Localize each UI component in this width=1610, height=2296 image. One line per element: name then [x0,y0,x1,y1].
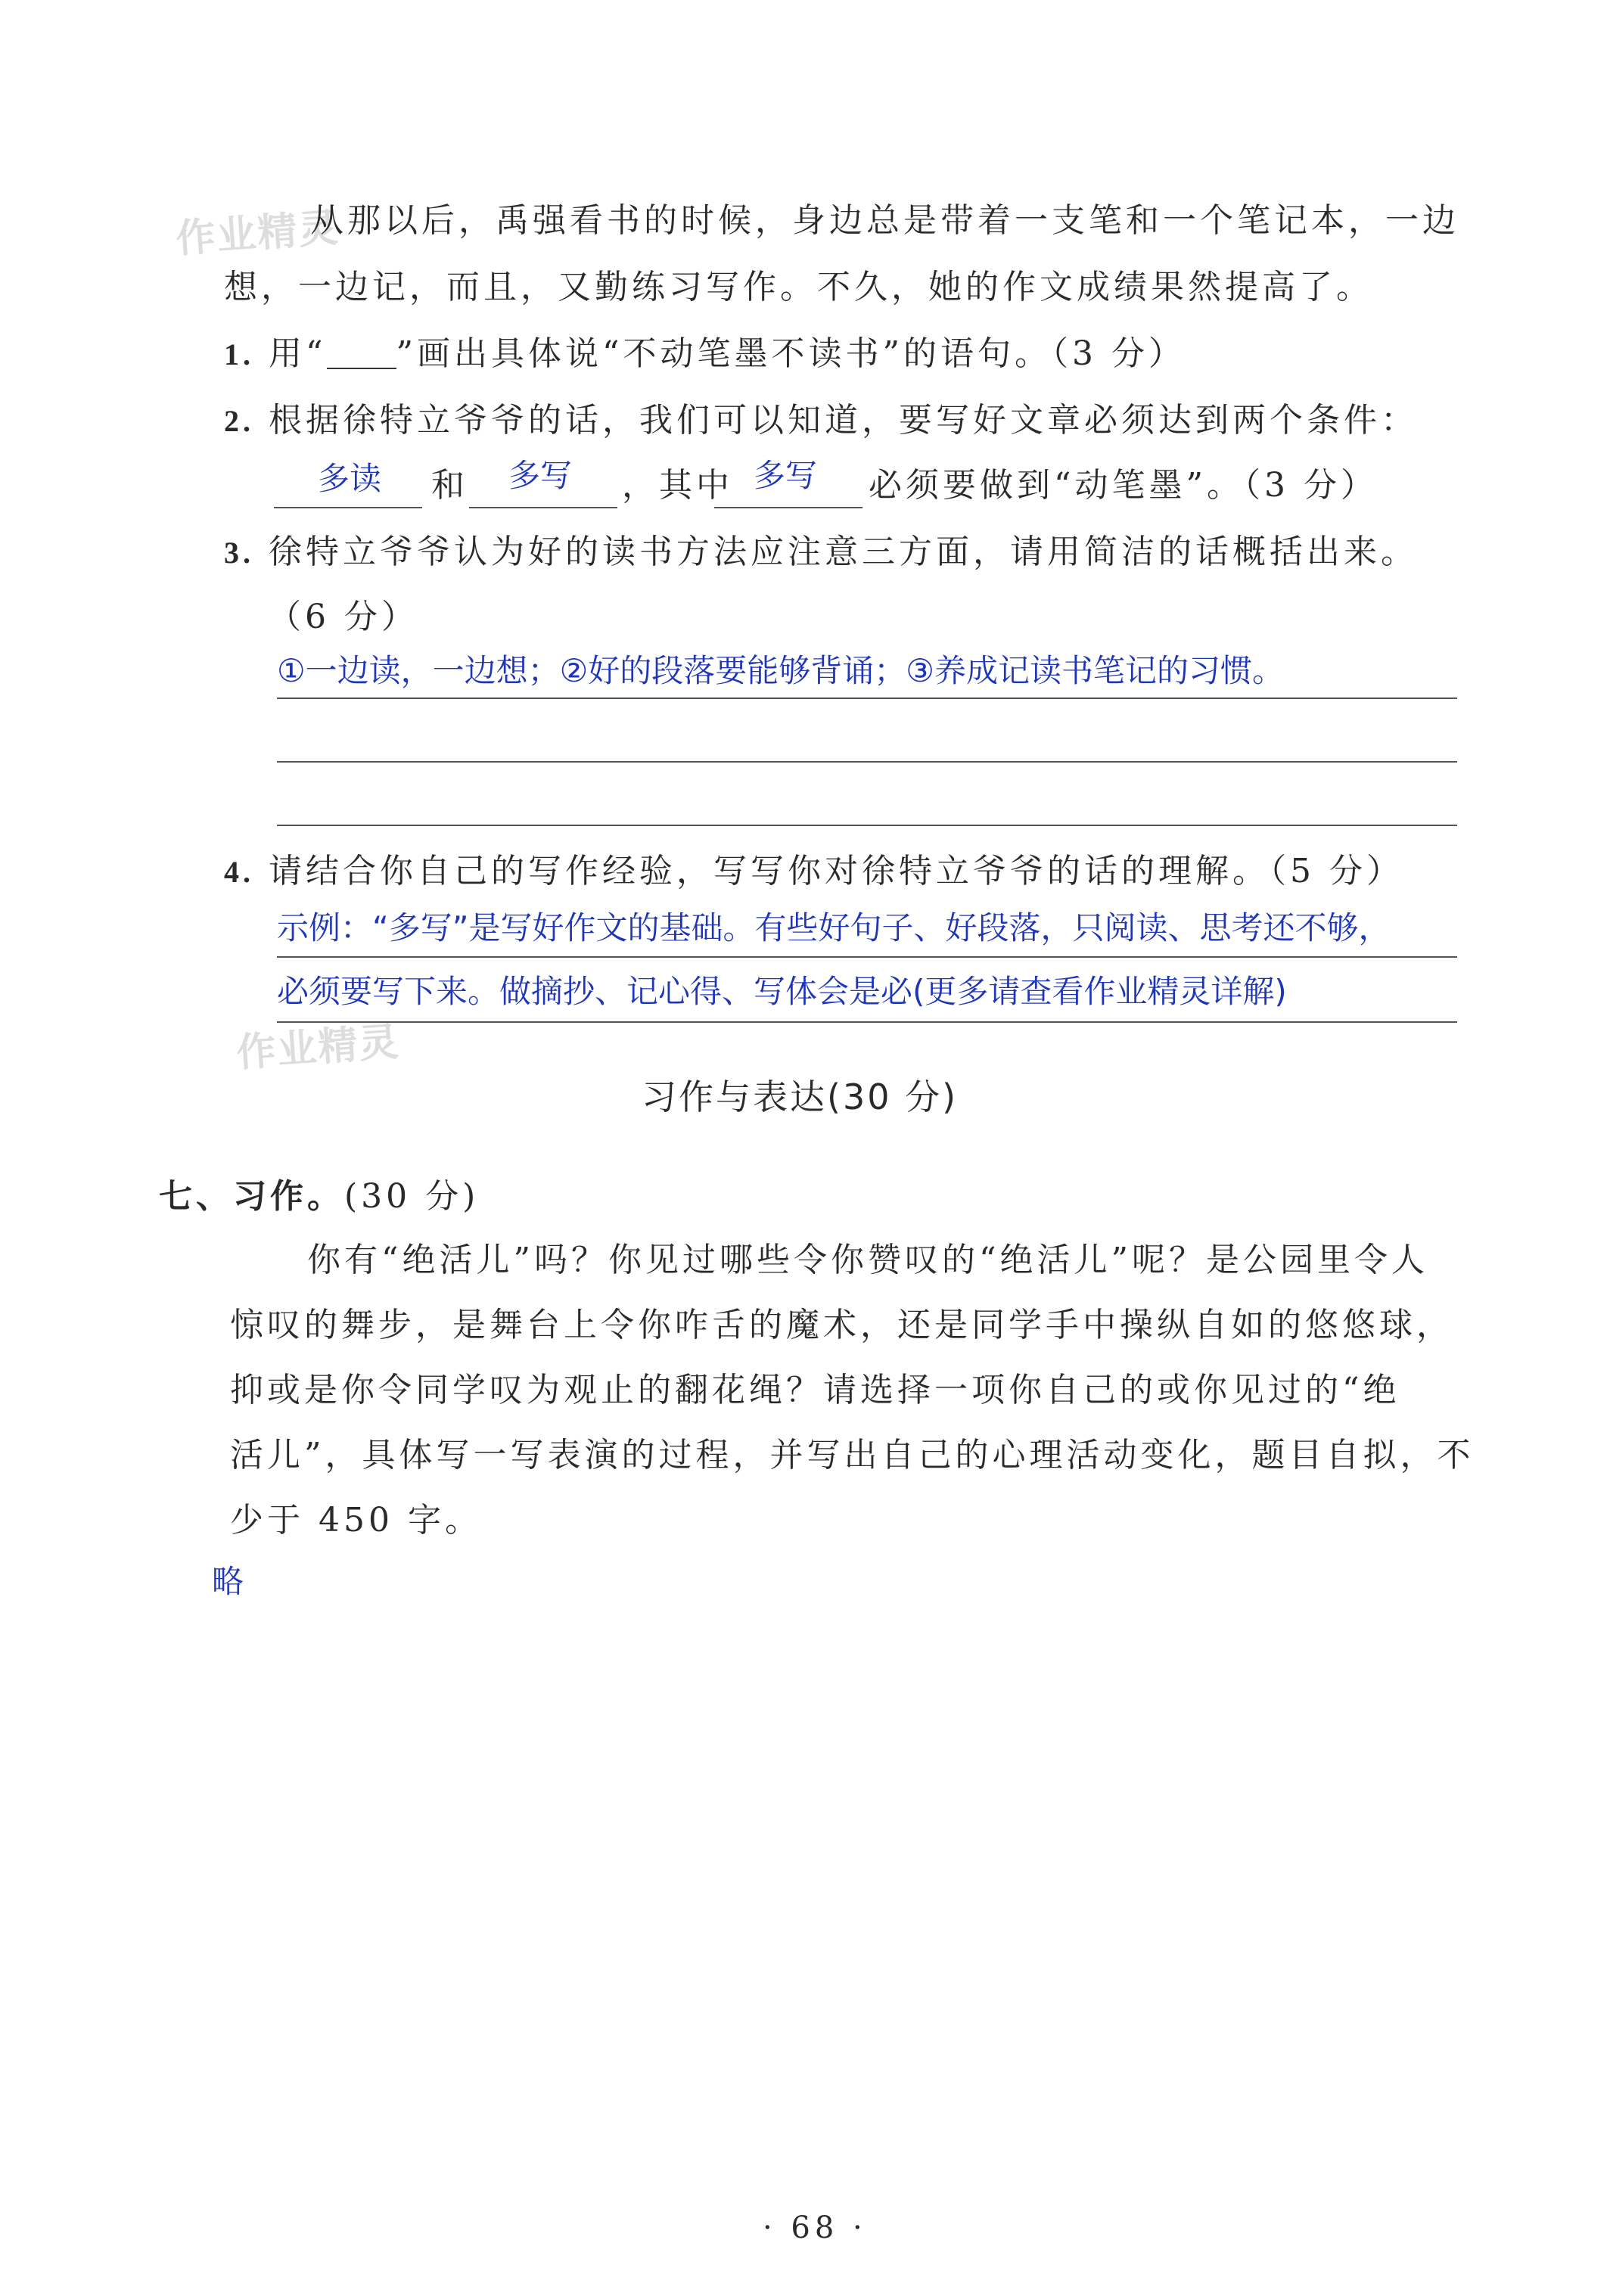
blank-line-3 [714,507,862,508]
question-3-answer: ①一边读，一边想；②好的段落要能够背诵；③养成记读书笔记的习惯。 [277,652,1284,689]
question-3 [224,530,1418,576]
question-7-line-3: 抑或是你令同学叹为观止的翻花绳？请选择一项你自己的或你见过的“绝 [230,1371,1400,1409]
question-4-answer-line-2: 必须要写下来。做摘抄、记心得、写体会是必(更多请查看作业精灵详解) [277,973,1287,1010]
question-3-text: 徐特立爷爷认为好的读书方法应注意三方面，请用简洁的话概括出来。 [269,533,1418,571]
question-4 [224,849,1403,895]
page-number: · 68 · [763,2211,867,2245]
answer-line [277,956,1457,958]
question-1-text-post: ”画出具体说“不动笔墨不读书”的语句。（3 分） [396,334,1186,373]
underline-blank [327,337,396,369]
answer-line [277,1021,1457,1023]
question-7-line-5: 少于 450 字。 [230,1501,482,1539]
answer-line [277,697,1457,699]
question-number: 2. [224,404,254,438]
question-number: 4. [224,855,254,889]
question-4-answer-line-1: 示例：“多写”是写好作文的基础。有些好句子、好段落，只阅读、思考还不够， [277,909,1391,946]
passage-line-2: 想，一边记，而且，又勤练习写作。不久，她的作文成绩果然提高了。 [224,268,1373,306]
question-7-line-1: 你有“绝活儿”吗？你见过哪些令你赞叹的“绝活儿”呢？是公园里令人 [307,1241,1428,1279]
question-7-title [159,1174,479,1219]
question-7-label: 七、习作。 [159,1177,344,1216]
question-1-text-pre: 用“ [269,334,327,373]
question-4-text: 请结合你自己的写作经验，写写你对徐特立爷爷的话的理解。（5 分） [269,852,1403,890]
answer-line [277,825,1457,826]
blank-line-1 [274,507,422,508]
question-2-text: 根据徐特立爷爷的话，我们可以知道，要写好文章必须达到两个条件： [269,401,1418,440]
watermark-top: 作业精灵 [174,205,341,263]
answer-blank-3: 多写 [754,457,818,494]
question-2 [224,398,1418,444]
question-2-and: 和 [431,466,468,505]
question-7-line-4: 活儿”，具体写一写表演的过程，并写出自己的心理活动变化，题目自拟，不 [230,1436,1475,1474]
question-number: 3. [224,536,254,570]
question-2-tail: 必须要做到“动笔墨”。（3 分） [869,466,1378,505]
answer-blank-2: 多写 [508,457,573,494]
watermark-middle: 作业精灵 [235,1019,402,1077]
passage-line-1: 从那以后，禹强看书的时候，身边总是带着一支笔和一个笔记本，一边 [310,201,1459,240]
answer-blank-1: 多读 [318,460,382,497]
question-1 [224,331,1186,377]
question-3-score: （6 分） [268,598,418,636]
question-number: 1. [224,337,254,371]
blank-line-2 [469,507,617,508]
question-7-line-2: 惊叹的舞步，是舞台上令你咋舌的魔术，还是同学手中操纵自如的悠悠球， [230,1306,1453,1344]
question-2-mid: ，其中 [622,466,733,505]
section-heading: 习作与表达(30 分) [642,1077,959,1117]
answer-line [277,761,1457,763]
question-7-score: (30 分) [344,1177,480,1216]
question-7-answer: 略 [212,1563,244,1600]
